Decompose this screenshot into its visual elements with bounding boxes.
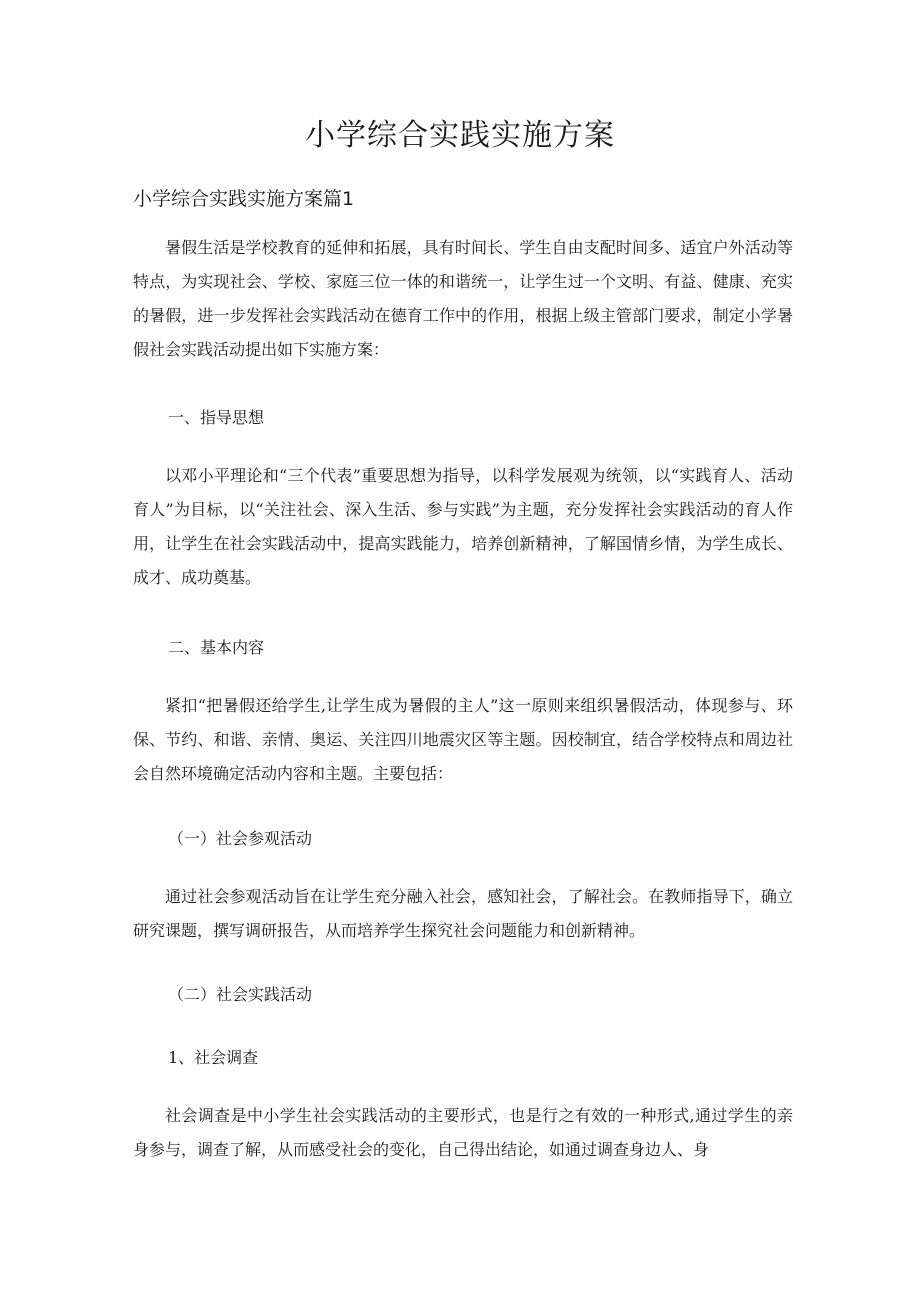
- heading-basic-content: 二、基本内容: [168, 638, 265, 657]
- heading-social-survey: 1、社会调查: [168, 1048, 259, 1067]
- heading-social-practice: （二）社会实践活动: [168, 985, 313, 1004]
- social-visit-paragraph: 通过社会参观活动旨在让学生充分融入社会，感知社会，了解社会。在教师指导下，确立研究课题，撰写调研报告，从而培养学生探究社会问题能力和创新精神。: [133, 887, 793, 940]
- social-survey-paragraph: 社会调查是中小学生社会实践活动的主要形式，也是行之有效的一种形式,通过学生的亲身参与，调查了解，从而感受社会的变化，自己得出结论，如通过调查身边人、身: [133, 1106, 793, 1159]
- heading-guiding-ideology: 一、指导思想: [168, 408, 265, 427]
- heading-social-visit: （一）社会参观活动: [168, 829, 313, 848]
- intro-paragraph: 暑假生活是学校教育的延伸和拓展，具有时间长、学生自由支配时间多、适宜户外活动等特点，为实现社会、学校、家庭三位一体的和谐统一，让学生过一个文明、有益、健康、充实的暑假，进一步发挥社会实践活动在德育工作中的作用，根据上级主管部门要求，制定小学暑假社会实践活动提出如下实施方案：: [133, 238, 793, 359]
- section-title: 小学综合实践实施方案篇1: [133, 188, 355, 210]
- document-title: 小学综合实践实施方案: [305, 118, 615, 153]
- guiding-ideology-paragraph: 以邓小平理论和“三个代表”重要思想为指导，以科学发展观为统领，以“实践育人、活动育人”为目标，以“关注社会、深入生活、参与实践”为主题，充分发挥社会实践活动的育人作用，让学生在社会实践活动中，提高实践能力，培养创新精神，了解国情乡情，为学生成长、成才、成功奠基。: [133, 466, 793, 587]
- basic-content-paragraph: 紧扣“把暑假还给学生,让学生成为暑假的主人”这一原则来组织暑假活动，体现参与、环保、节约、和谐、亲情、奥运、关注四川地震灾区等主题。因校制宜，结合学校特点和周边社会自然环境确定活动内容和主题。主要包括：: [133, 696, 793, 783]
